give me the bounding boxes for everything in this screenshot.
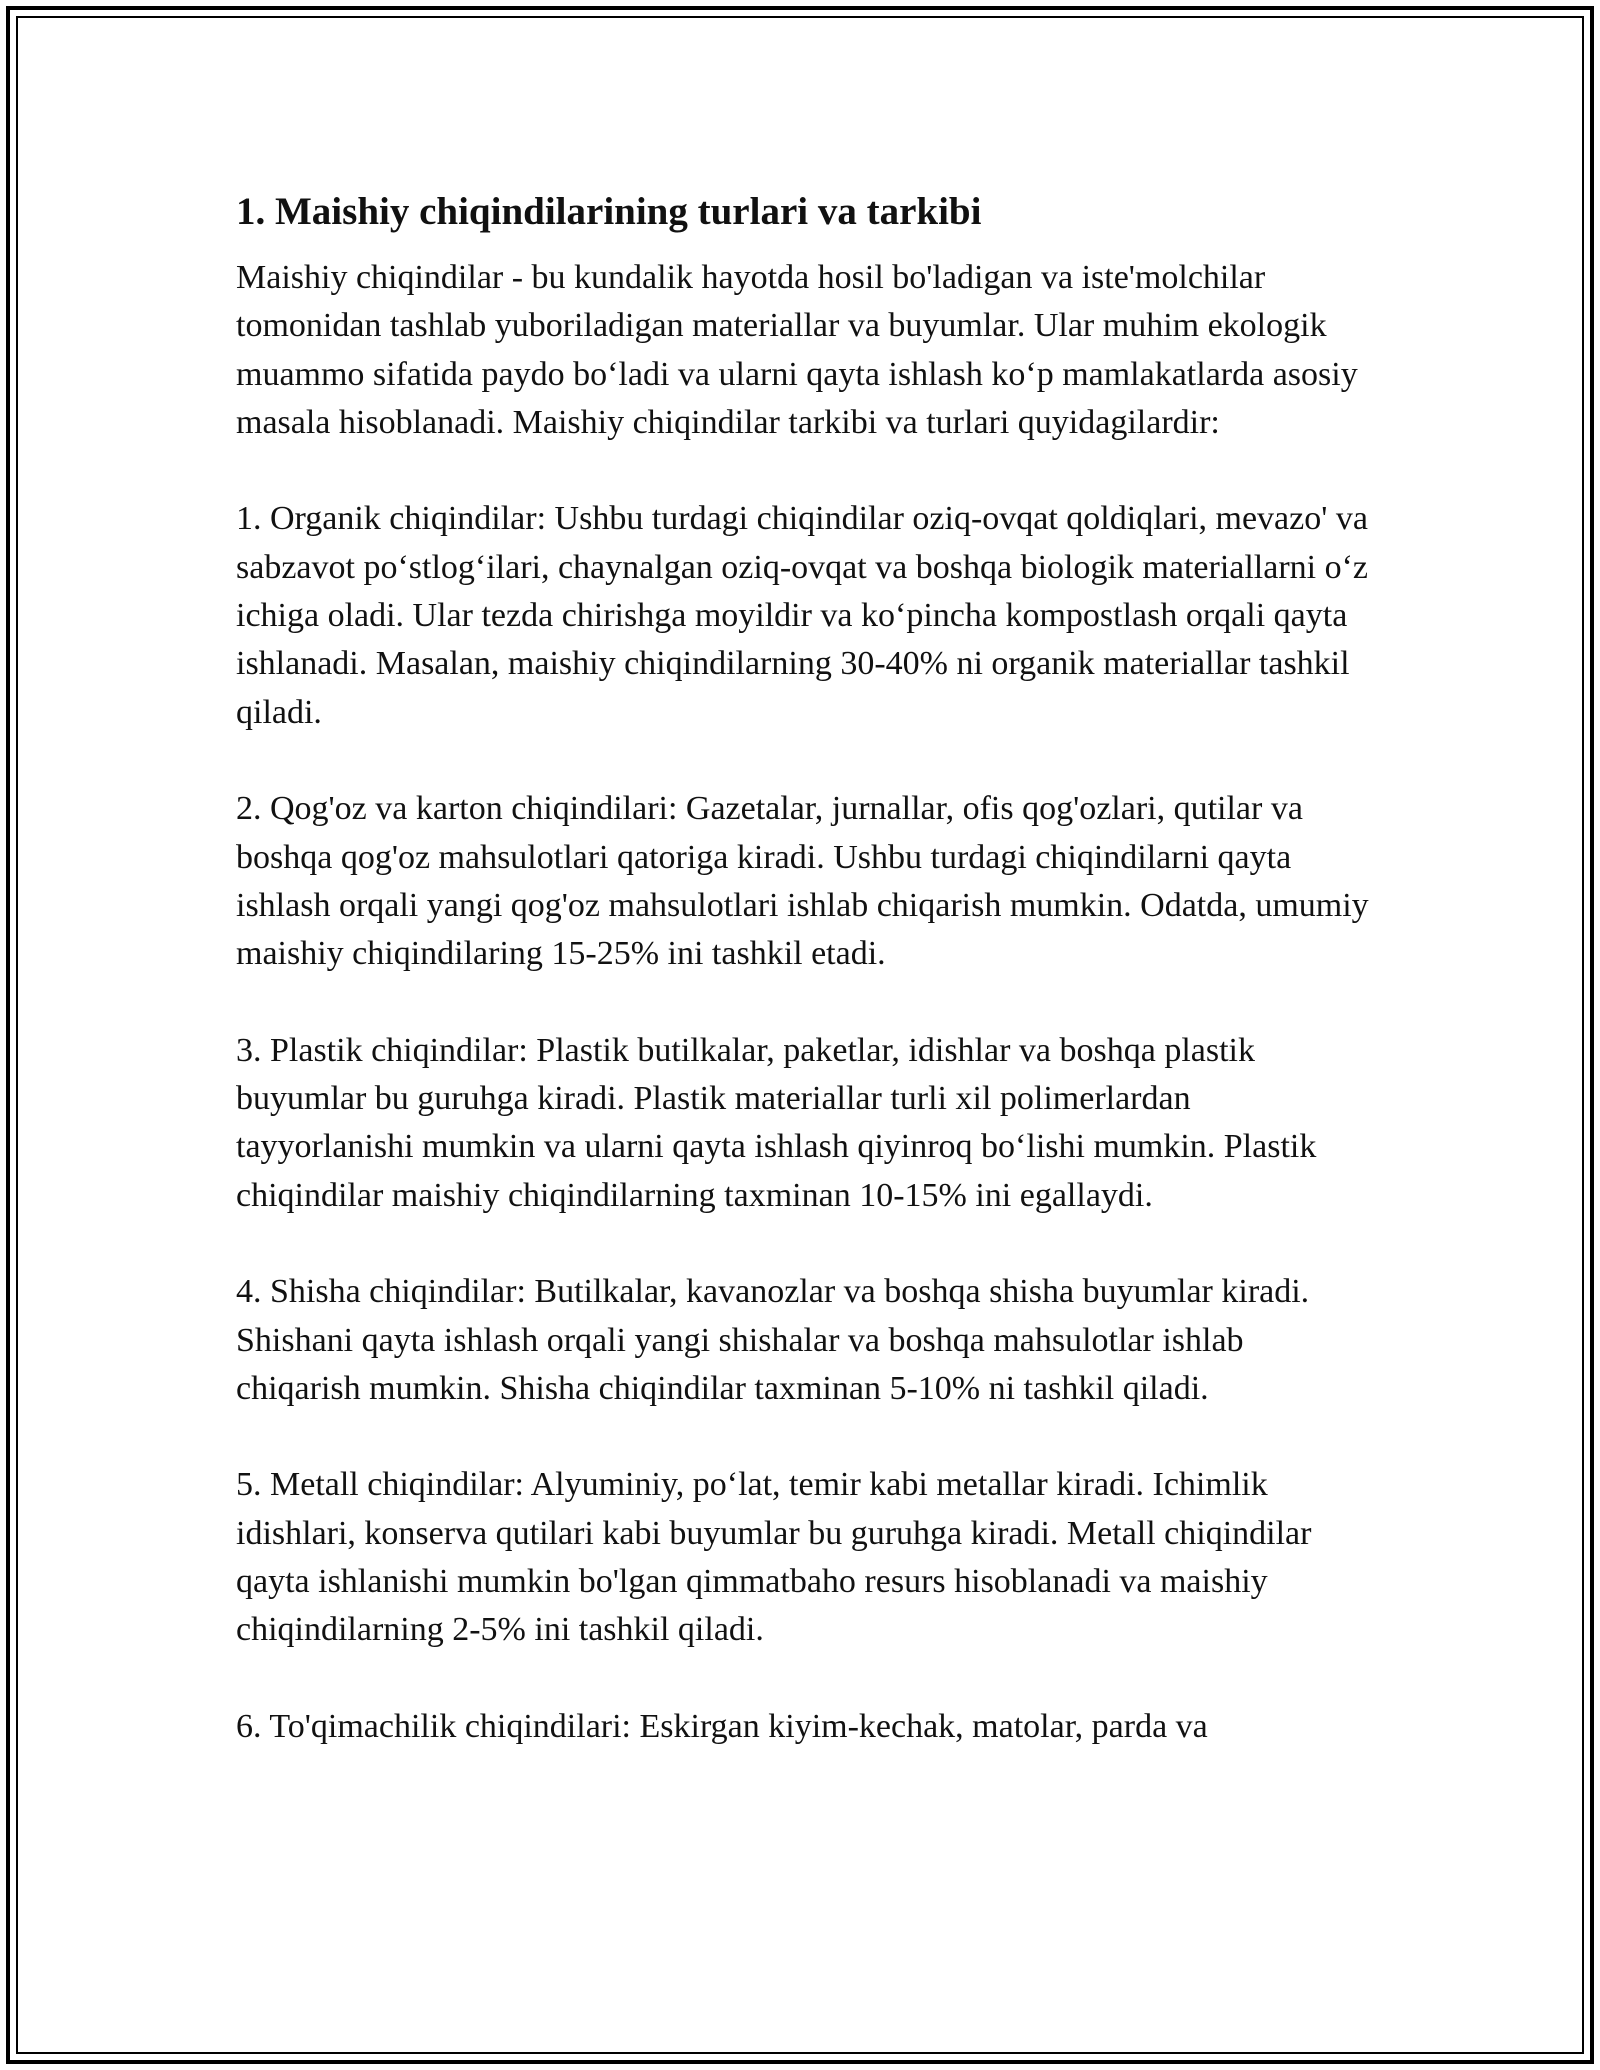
list-item-glass: 4. Shisha chiqindilar: Butilkalar, kavanozlar va boshqa shisha buyumlar kiradi. Shishani qayta ishlash orqali yangi shishalar va boshqa mahsulotlar ishlab chiqarish mumkin. Shisha chiqindilar taxminan 5-10% ni tashkil qiladi.: [236, 1273, 1310, 1407]
document-body: [236, 186, 1376, 1800]
list-item-organic: 1. Organik chiqindilar: Ushbu turdagi chiqindilar oziq-ovqat qoldiqlari, mevazo' va sabzavot poʻstlogʻilari, chaynalgan oziq-ovqat va boshqa biologik materiallarni oʻz ichiga oladi. Ular tezda chirishga moyildir va koʻpincha kompostlash orqali qayta ishlanadi. Masalan, maishiy chiqindilarning 30-40% ni organik materiallar tashkil qiladi.: [236, 500, 1369, 731]
list-item-textile: 6. To'qimachilik chiqindilari: Eskirgan kiyim-kechak, matolar, parda va: [236, 1707, 1208, 1745]
document-title: 1. Maishiy chiqindilarining turlari va tarkibi: [236, 190, 982, 233]
intro-paragraph: Maishiy chiqindilar - bu kundalik hayotda hosil bo'ladigan va iste'molchilar tomonidan tashlab yuboriladigan materiallar va buyumlar. Ular muhim ekologik muammo sifatida paydo boʻladi va ularni qayta ishlash koʻp mamlakatlarda asosiy masala hisoblanadi. Maishiy chiqindilar tarkibi va turlari quyidagilardir:: [236, 259, 1358, 441]
list-item-metal: 5. Metall chiqindilar: Alyuminiy, poʻlat, temir kabi metallar kiradi. Ichimlik idishlari, konserva qutilari kabi buyumlar bu guruhga kiradi. Metall chiqindilar qayta ishlanishi mumkin bo'lgan qimmatbaho resurs hisoblanadi va maishiy chiqindilarning 2-5% ini tashkil qiladi.: [236, 1466, 1312, 1649]
list-item-plastic: 3. Plastik chiqindilar: Plastik butilkalar, paketlar, idishlar va boshqa plastik buyumlar bu guruhga kiradi. Plastik materiallar turli xil polimerlardan tayyorlanishi mumkin va ularni qayta ishlash qiyinroq boʻlishi mumkin. Plastik chiqindilar maishiy chiqindilarning taxminan 10-15% ini egallaydi.: [236, 1031, 1317, 1214]
list-item-paper: 2. Qog'oz va karton chiqindilari: Gazetalar, jurnallar, ofis qog'ozlari, qutilar va boshqa qog'oz mahsulotlari qatoriga kiradi. Ushbu turdagi chiqindilarni qayta ishlash orqali yangi qog'oz mahsulotlari ishlab chiqarish mumkin. Odatda, umumiy maishiy chiqindilaring 15-25% ini tashkil etadi.: [236, 790, 1369, 973]
